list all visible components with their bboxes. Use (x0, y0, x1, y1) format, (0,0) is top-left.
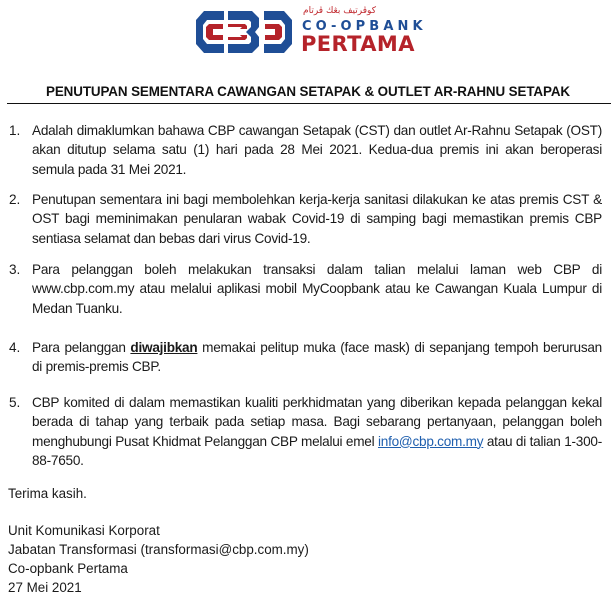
cbp-emblem-icon (190, 6, 298, 58)
item-number: 5. (9, 395, 21, 410)
item-text (32, 338, 602, 377)
signature-department: Jabatan Transformasi (transformasi@cbp.com.my) (8, 542, 309, 557)
item-number: 1. (9, 123, 21, 138)
item-text: Adalah dimaklumkan bahawa CBP cawangan Setapak (CST) dan outlet Ar-Rahnu Setapak (OST) akan ditutup selama satu (1) hari pada 28 Mei 2021. Kedua-dua premis ini akan beroperasi semula pada 31 Mei 2021. (32, 123, 602, 177)
closing-text: Terima kasih. (8, 486, 87, 501)
item-text (32, 393, 602, 470)
logo-pertama-text: PERTAMA (301, 32, 415, 56)
item-text: Para pelanggan boleh melakukan transaksi dalam talian melalui laman web CBP di www.cbp.com.my atau melalui aplikasi mobil MyCoopbank atau ke Cawangan Kuala Lumpur di Medan Tuanku. (32, 262, 602, 316)
email-link[interactable]: info@cbp.com.my (378, 433, 484, 449)
logo-jawi-text: كوڤرتيف بڠك ڤرتام (303, 6, 376, 16)
title-divider (7, 103, 611, 104)
item-number: 4. (9, 340, 21, 355)
logo-wordmark (298, 6, 440, 60)
signature-organization: Co-opbank Pertama (8, 561, 128, 576)
signature-date: 27 Mei 2021 (8, 580, 82, 595)
item-number: 3. (9, 262, 21, 277)
item-text-after: atau di talian 1-300-88-7650. (32, 433, 602, 468)
emphasis-diwajibkan: diwajibkan (130, 340, 198, 355)
item-text-before: Para pelanggan (32, 340, 131, 355)
item-text: Penutupan sementara ini bagi membolehkan kerja-kerja sanitasi dilakukan ke atas premis CST & OST bagi meminimakan penularan wabak Covid-19 di samping bagi memastikan premis CBP sentiasa selamat dan bebas dari virus Covid-19. (32, 192, 602, 246)
signature-unit: Unit Komunikasi Korporat (8, 523, 160, 538)
co-opbank-pertama-logo (190, 6, 440, 60)
logo-coopbank-text: CO-OPBANK (302, 19, 427, 34)
item-text-before: CBP komited di dalam memastikan kualiti perkhidmatan yang diberikan kepada pelanggan kekal berada di tahap yang terbaik pada setiap masa. Bagi sebarang pertanyaan, pelanggan boleh menghubungi Pusat Khidmat Pelanggan CBP melalui emel (32, 395, 602, 449)
notice-title: PENUTUPAN SEMENTARA CAWANGAN SETAPAK & OUTLET AR-RAHNU SETAPAK (46, 84, 570, 99)
item-number: 2. (9, 192, 21, 207)
item-text-after: memakai pelitup muka (face mask) di sepanjang tempoh berurusan di premis-premis CBP. (32, 340, 602, 375)
